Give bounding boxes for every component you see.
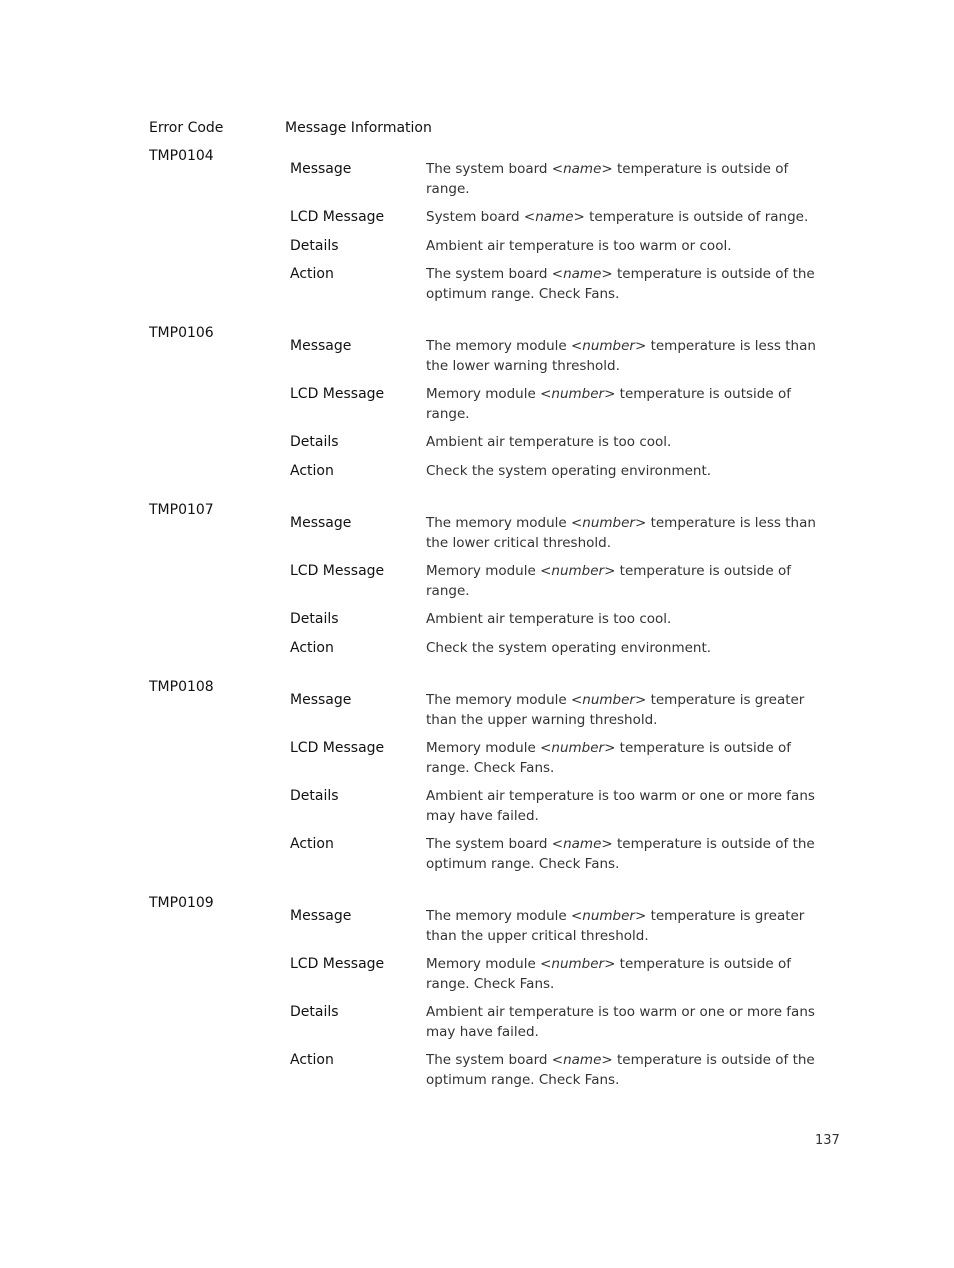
placeholder-variable: <name> — [551, 836, 613, 852]
error-entry — [0, 501, 954, 678]
value-text: temperature is outside of the optimum range. Check Fans. — [426, 266, 815, 302]
value-text: Memory module — [426, 956, 541, 972]
field-row — [0, 462, 954, 482]
error-entry — [0, 894, 954, 1110]
field-row — [0, 955, 954, 994]
field-label: Details — [290, 434, 339, 450]
value-text: temperature is less than the lower critical threshold. — [426, 515, 816, 551]
value-text: temperature is less than the lower warning threshold. — [426, 338, 816, 374]
value-text: The system board — [426, 1052, 552, 1068]
placeholder-variable: <name> — [551, 266, 613, 282]
field-row — [0, 337, 954, 376]
value-text: temperature is outside of range. — [584, 209, 809, 225]
field-value — [426, 208, 831, 228]
field-row — [0, 208, 954, 228]
value-text: The memory module — [426, 692, 571, 708]
field-label: LCD Message — [290, 740, 385, 756]
field-value — [426, 739, 831, 778]
value-text: Ambient air temperature is too warm or one or more fans may have failed. — [426, 1004, 815, 1040]
field-row — [0, 385, 954, 424]
value-text: temperature is outside of range. — [426, 161, 789, 197]
field-value — [426, 907, 831, 946]
value-text: temperature is outside of range. Check Fans. — [426, 956, 791, 992]
field-row — [0, 237, 954, 257]
value-text: System board — [426, 209, 524, 225]
field-value — [426, 433, 831, 453]
value-text: temperature is outside of range. — [426, 563, 791, 599]
field-value — [426, 835, 831, 874]
field-row — [0, 1051, 954, 1090]
field-value — [426, 955, 831, 994]
value-text: Ambient air temperature is too warm or one or more fans may have failed. — [426, 788, 815, 824]
field-value — [426, 337, 831, 376]
error-entry — [0, 147, 954, 324]
value-text: temperature is outside of range. — [426, 386, 791, 422]
field-label: Action — [290, 266, 334, 282]
error-code: TMP0109 — [149, 895, 214, 911]
value-text: Check the system operating environment. — [426, 639, 712, 656]
field-value — [426, 514, 831, 553]
field-row — [0, 265, 954, 304]
field-value — [426, 610, 831, 630]
value-text: Check the system operating environment. — [426, 462, 712, 479]
error-code: TMP0104 — [149, 148, 214, 164]
value-text: temperature is greater than the upper critical threshold. — [426, 908, 805, 944]
field-row — [0, 739, 954, 778]
field-label: Details — [290, 788, 339, 804]
field-label: Details — [290, 237, 339, 254]
error-entry — [0, 678, 954, 894]
field-row — [0, 160, 954, 199]
field-value — [426, 462, 831, 482]
field-row — [0, 691, 954, 730]
field-label: Action — [290, 462, 334, 479]
field-value — [426, 639, 831, 659]
page-number: 137 — [815, 1133, 840, 1148]
field-label: Message — [290, 338, 352, 354]
value-text: temperature is outside of the optimum range. Check Fans. — [426, 836, 815, 872]
error-entries-list — [0, 147, 954, 1110]
value-text: The memory module — [426, 338, 571, 354]
error-code-column-header: Error Code — [149, 120, 224, 136]
placeholder-variable: <number> — [540, 563, 616, 579]
placeholder-variable: <number> — [540, 740, 616, 756]
field-row — [0, 907, 954, 946]
placeholder-variable: <number> — [570, 515, 647, 531]
error-fields — [0, 147, 954, 324]
field-label: LCD Message — [290, 956, 385, 972]
placeholder-variable: <number> — [570, 908, 647, 924]
field-label: Action — [290, 836, 334, 852]
error-fields — [0, 894, 954, 1110]
field-row — [0, 610, 954, 630]
field-label: Details — [290, 1004, 339, 1020]
field-row — [0, 787, 954, 826]
placeholder-variable: <number> — [570, 338, 647, 354]
field-label: Details — [290, 611, 339, 627]
error-code: TMP0108 — [149, 679, 214, 695]
value-text: Memory module — [426, 740, 541, 756]
error-fields — [0, 501, 954, 678]
field-row — [0, 433, 954, 453]
error-entry — [0, 324, 954, 501]
field-row — [0, 514, 954, 553]
field-label: Action — [290, 639, 334, 656]
field-label: Message — [290, 515, 352, 531]
field-row — [0, 1003, 954, 1042]
value-text: The system board — [426, 266, 552, 282]
error-code: TMP0106 — [149, 325, 214, 341]
field-value — [426, 1003, 831, 1042]
value-text: Ambient air temperature is too warm or cool. — [426, 237, 732, 254]
value-text: The memory module — [426, 908, 571, 924]
error-fields — [0, 678, 954, 894]
field-row — [0, 835, 954, 874]
placeholder-variable: <name> — [551, 1052, 613, 1068]
field-value — [426, 1051, 831, 1090]
message-information-column-header: Message Information — [285, 120, 432, 136]
field-label: Action — [290, 1052, 334, 1068]
field-value — [426, 160, 831, 199]
field-label: Message — [290, 908, 352, 924]
value-text: The memory module — [426, 515, 571, 531]
placeholder-variable: <number> — [540, 386, 616, 402]
field-label: Message — [290, 161, 352, 177]
field-value — [426, 237, 831, 257]
field-label: Message — [290, 692, 352, 708]
value-text: Memory module — [426, 563, 541, 579]
field-value — [426, 691, 831, 730]
error-fields — [0, 324, 954, 501]
value-text: temperature is outside of the optimum range. Check Fans. — [426, 1052, 815, 1088]
value-text: temperature is outside of range. Check Fans. — [426, 740, 791, 776]
field-label: LCD Message — [290, 209, 385, 225]
placeholder-variable: <name> — [551, 161, 613, 177]
placeholder-variable: <number> — [540, 956, 616, 972]
field-row — [0, 639, 954, 659]
error-code: TMP0107 — [149, 502, 214, 518]
field-value — [426, 385, 831, 424]
field-row — [0, 562, 954, 601]
field-value — [426, 562, 831, 601]
value-text: Ambient air temperature is too cool. — [426, 611, 672, 627]
value-text: Memory module — [426, 386, 541, 402]
value-text: Ambient air temperature is too cool. — [426, 434, 672, 450]
value-text: The system board — [426, 161, 552, 177]
field-value — [426, 265, 831, 304]
field-label: LCD Message — [290, 386, 385, 402]
value-text: The system board — [426, 836, 552, 852]
field-value — [426, 787, 831, 826]
field-label: LCD Message — [290, 563, 385, 579]
value-text: temperature is greater than the upper warning threshold. — [426, 692, 805, 728]
placeholder-variable: <number> — [570, 692, 647, 708]
placeholder-variable: <name> — [523, 209, 585, 225]
